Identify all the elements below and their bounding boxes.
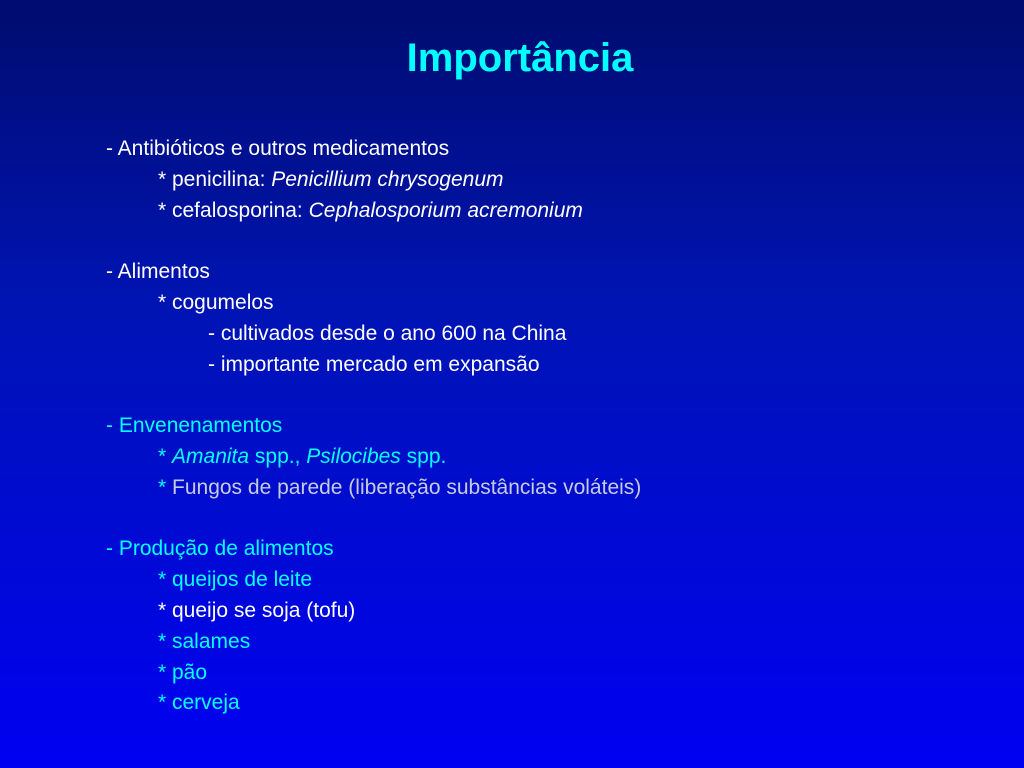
item-cogumelos: * cogumelos [158, 290, 274, 314]
spp-text: spp. [400, 444, 447, 468]
spp-text: spp., [249, 444, 307, 468]
spacer [106, 380, 986, 411]
genus-amanita: Amanita [172, 444, 250, 468]
fungos-parede-text: Fungos de parede (liberação substâncias voláteis) [172, 475, 642, 499]
slide-title: Importância [406, 36, 634, 80]
slide-body [106, 134, 986, 719]
heading-alimentos: - Alimentos [106, 260, 210, 284]
item-queijo-soja: * queijo se soja (tofu) [158, 598, 356, 622]
spacer [106, 504, 986, 535]
heading-antibioticos: - Antibióticos e outros medicamentos [106, 137, 450, 160]
item-cerveja: * cerveja [158, 691, 240, 715]
subitem-cultivados: - cultivados desde o ano 600 na China [208, 321, 567, 345]
subitem-mercado: - importante mercado em expansão [208, 352, 540, 376]
item-penicilina-label: * penicilina: [158, 167, 272, 191]
heading-producao: - Produção de alimentos [106, 537, 334, 561]
bullet-star: * [158, 475, 173, 499]
item-salames: * salames [158, 629, 251, 653]
spacer [106, 226, 986, 257]
item-fungos-parede [106, 473, 986, 504]
item-cefalosporina [106, 196, 986, 227]
item-queijos-leite: * queijos de leite [158, 568, 313, 592]
item-penicilina [106, 165, 986, 196]
item-amanita-psilocibes [106, 442, 986, 473]
species-penicillium: Penicillium chrysogenum [271, 167, 504, 191]
item-pao: * pão [158, 660, 208, 684]
genus-psilocibes: Psilocibes [306, 444, 401, 468]
item-cefalosporina-label: * cefalosporina: [158, 198, 309, 222]
bullet-star: * [158, 444, 173, 468]
species-cephalosporium: Cephalosporium acremonium [308, 198, 583, 222]
heading-envenenamentos: - Envenenamentos [106, 414, 283, 438]
